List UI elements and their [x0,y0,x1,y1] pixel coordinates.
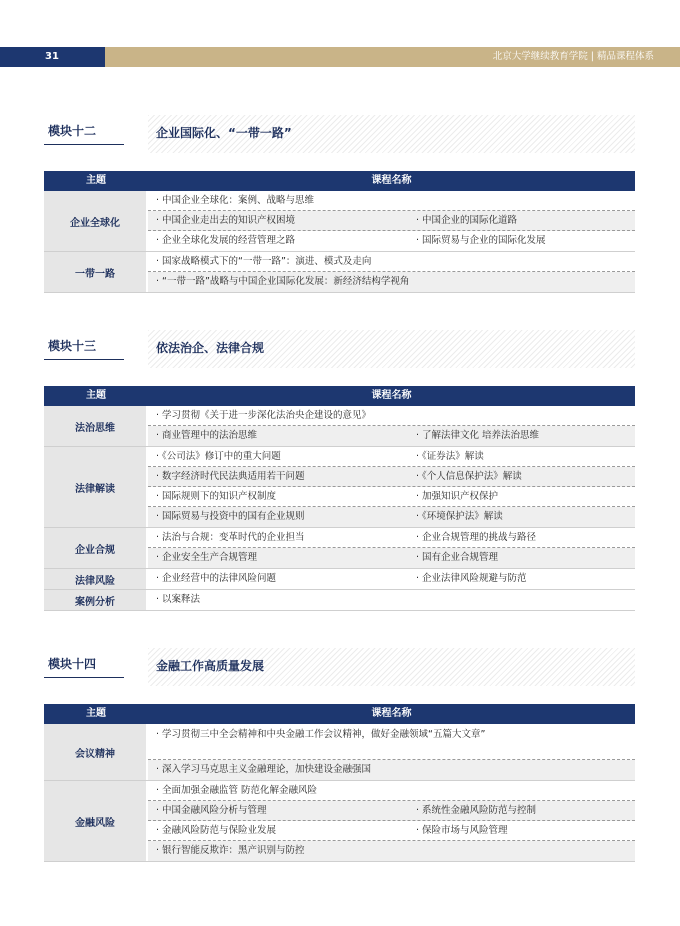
module-header [44,648,635,686]
module-title-band [148,330,635,368]
course-name: · 《个人信息保护法》解读 [408,467,635,486]
course-name: · 企业全球化发展的经营管理之路 [148,231,408,251]
course-row [148,548,635,568]
course-rows [148,724,635,780]
course-name: · 中国金融风险分析与管理 [148,801,408,820]
module-label: 模块十二 [48,124,97,138]
course-name: · 加强知识产权保护 [408,487,635,506]
course-row [148,507,635,527]
course-rows [148,528,635,568]
header-course-name: 课程名称 [371,708,412,719]
course-name: · 学习贯彻《关于进一步深化法治央企建设的意见》 [148,406,635,425]
course-name: · 了解法律文化 培养法治思维 [408,426,635,446]
course-row [148,724,635,760]
topic-group [44,590,635,611]
module-12-section [44,115,635,287]
module-title: 金融工作高质量发展 [156,659,265,673]
module-title-band [148,115,635,153]
course-name: · 中国企业走出去的知识产权困境 [148,211,408,230]
topic-label: 法律风险 [44,569,148,589]
module-header [44,115,635,153]
course-name: · 学习贯彻三中全会精神和中央金融工作会议精神，做好金融领域“五篇大文章” [148,724,635,759]
course-row [148,528,635,548]
course-row [148,426,635,446]
module-title-band [148,648,635,686]
course-name: · 国有企业合规管理 [408,548,635,568]
module-14-section [44,648,635,856]
course-row [148,760,635,780]
header-topic: 主题 [86,175,106,186]
course-name: · 以案释法 [148,590,635,610]
course-rows [148,569,635,589]
course-rows [148,781,635,861]
topic-label: 企业全球化 [44,191,148,251]
course-name: · 中国企业全球化：案例、战略与思维 [148,191,635,210]
course-rows [148,447,635,527]
topic-label: 企业合规 [44,528,148,568]
course-name: · 国家战略模式下的“一带一路”：演进、模式及走向 [148,252,635,271]
course-row [148,801,635,821]
course-name: · 深入学习马克思主义金融理论，加快建设金融强国 [148,760,635,780]
module-title: 依法治企、法律合规 [156,341,265,355]
course-row [148,211,635,231]
table-header [44,704,635,724]
course-name: · 金融风险防范与保险业发展 [148,821,408,840]
course-row [148,821,635,841]
header-topic: 主题 [86,708,106,719]
topic-label: 一带一路 [44,252,148,292]
topic-label: 金融风险 [44,781,148,861]
topic-label: 法律解读 [44,447,148,527]
course-name: · 全面加强金融监管 防范化解金融风险 [148,781,635,800]
course-name: · 《环境保护法》解读 [408,507,635,527]
topic-group [44,406,635,447]
module-label: 模块十四 [48,657,97,671]
topic-group [44,724,635,781]
module-label: 模块十三 [48,339,97,353]
course-name: · 《公司法》修订中的重大问题 [148,447,408,466]
course-name: · 《证券法》解读 [408,447,635,466]
course-name: · 系统性金融风险防范与控制 [408,801,635,820]
course-name: · 数字经济时代民法典适用若干问题 [148,467,408,486]
header-course-name: 课程名称 [371,390,412,401]
header-course-name: 课程名称 [371,175,412,186]
course-name: · 企业合规管理的挑战与路径 [408,528,635,547]
topic-label: 法治思维 [44,406,148,446]
topic-group [44,528,635,569]
topic-label: 案例分析 [44,590,148,610]
course-row [148,487,635,507]
course-name: · 法治与合规：变革时代的企业担当 [148,528,408,547]
course-name: · 商业管理中的法治思维 [148,426,408,446]
module-13-section [44,330,635,608]
course-row [148,781,635,801]
topic-group [44,252,635,293]
page-number: 31 [0,47,105,67]
course-rows [148,252,635,292]
course-row [148,191,635,211]
course-rows [148,191,635,251]
module-label-underline [44,144,124,145]
module-title: 企业国际化、“一带一路” [156,126,292,140]
topic-group [44,447,635,528]
course-table [44,171,635,293]
topic-group [44,569,635,590]
course-row [148,447,635,467]
course-row [148,272,635,292]
course-name: · 国际规则下的知识产权制度 [148,487,408,506]
course-name: · 中国企业的国际化道路 [408,211,635,230]
page-header-bar [0,47,680,67]
course-name: · 企业经营中的法律风险问题 [148,569,408,589]
course-row [148,569,635,589]
course-row [148,406,635,426]
topic-label: 会议精神 [44,724,148,780]
course-name: · 保险市场与风险管理 [408,821,635,840]
course-row [148,231,635,251]
course-name: · 国际贸易与企业的国际化发展 [408,231,635,251]
course-name: · “一带一路”战略与中国企业国际化发展：新经济结构学视角 [148,272,635,292]
course-row [148,841,635,861]
course-table [44,386,635,611]
header-topic: 主题 [86,390,106,401]
course-name: · 企业法律风险规避与防范 [408,569,635,589]
topic-group [44,191,635,252]
publisher-banner: 北京大学继续教育学院 | 精品课程体系 [105,47,680,67]
course-row [148,467,635,487]
course-table [44,704,635,862]
course-row [148,590,635,610]
module-label-underline [44,677,124,678]
table-header [44,171,635,191]
table-header [44,386,635,406]
course-rows [148,406,635,446]
course-name: · 企业安全生产合规管理 [148,548,408,568]
module-header [44,330,635,368]
topic-group [44,781,635,862]
course-name: · 国际贸易与投资中的国有企业规则 [148,507,408,527]
course-rows [148,590,635,610]
course-name: · 银行智能反欺诈：黑产识别与防控 [148,841,635,861]
module-label-underline [44,359,124,360]
course-row [148,252,635,272]
